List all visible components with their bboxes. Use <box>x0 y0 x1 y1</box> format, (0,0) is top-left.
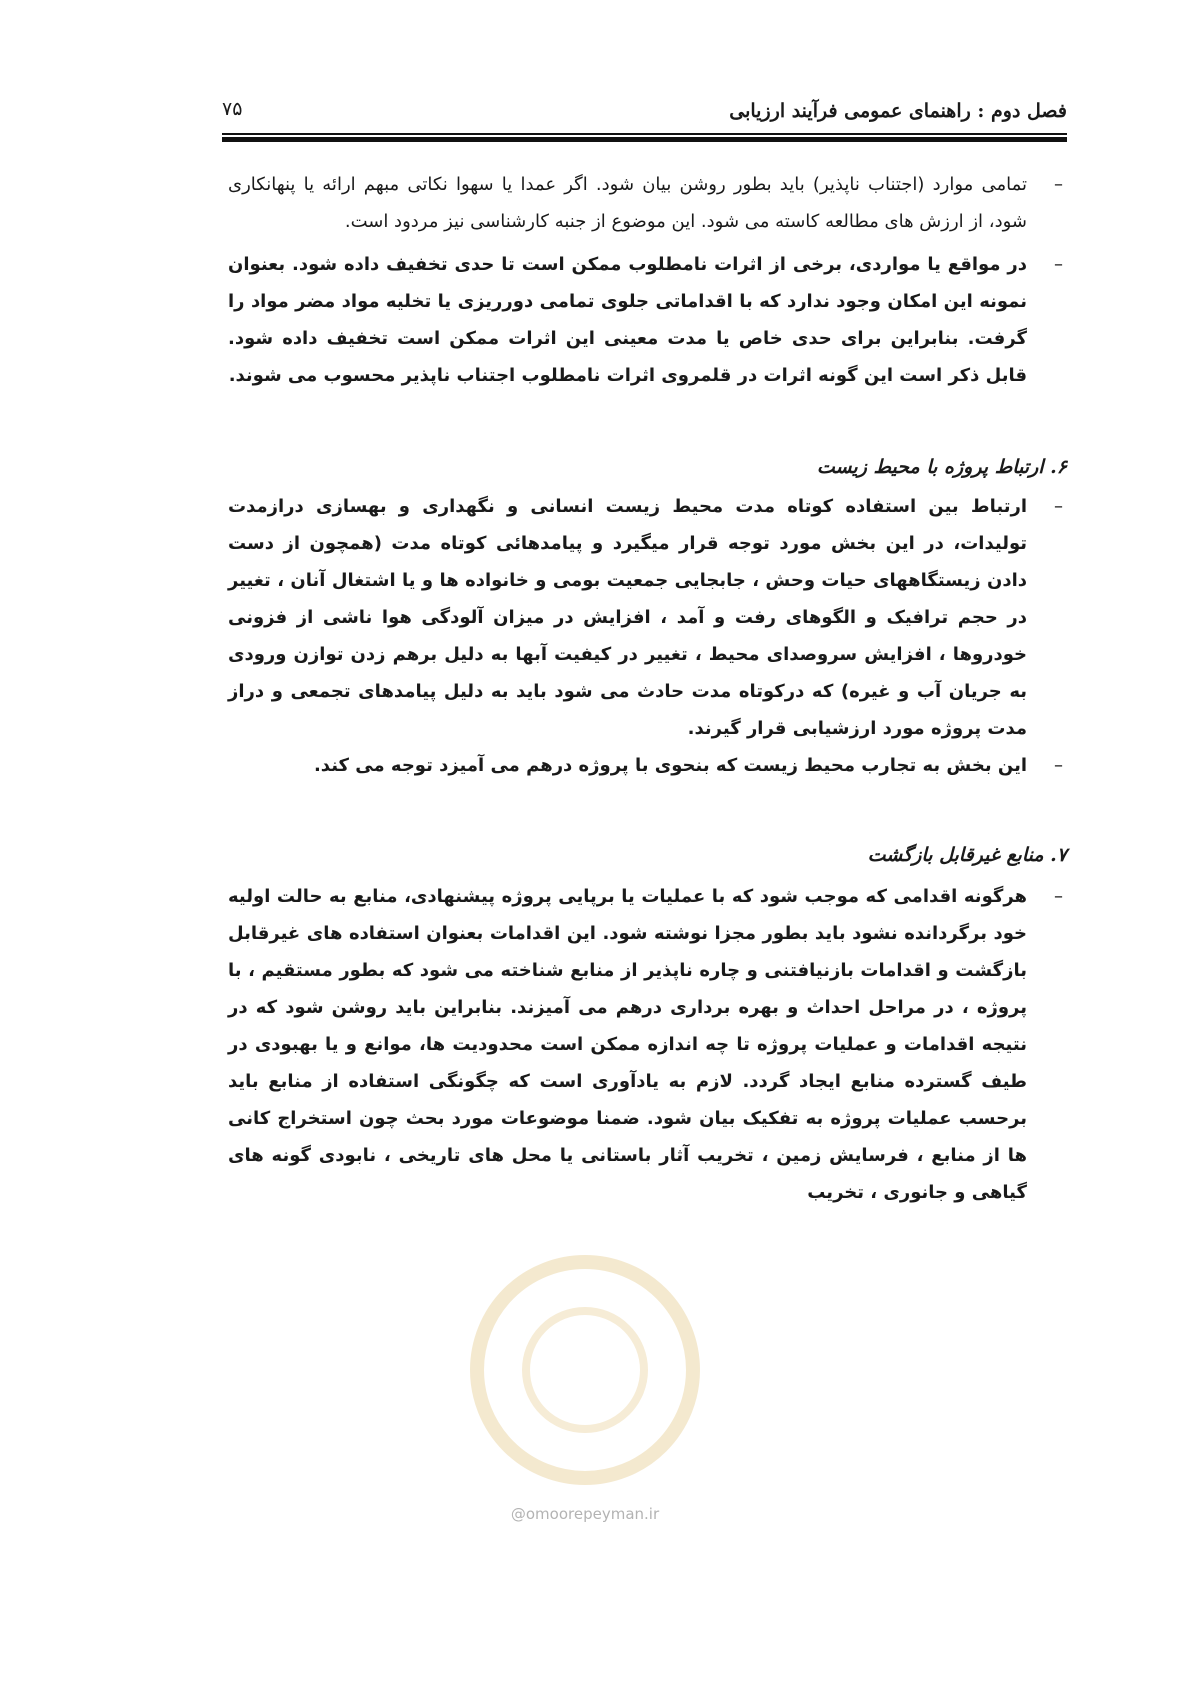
page-number: ۷۵ <box>222 98 243 120</box>
section-heading <box>228 452 1067 482</box>
bullet-text: در مواقع یا مواردی، برخی از اثرات نامطلوب ممکن است تا حدی تخفیف داده شود. بعنوان نمونه این امکان وجود ندارد که با اقداماتی جلوی تمامی دورریزی یا تخلیه مواد مضر مواد را گرفت. بنابراین برای حدی خاص یا مدت معینی این اثرات ممکن است تخفیف داده شود. قابل ذکر است این گونه اثرات در قلمروی اثرات نامطلوب اجتناب ناپذیر محسوب می شوند. <box>228 254 1027 386</box>
bullet-text: هرگونه اقدامی که موجب شود که با عملیات یا برپایی پروژه پیشنهادی، منابع به حالت اولیه خود برگردانده نشود باید بطور مجزا نوشته شود. این اقدامات بعنوان استفاده های غیرقابل بازگشت و اقدامات بازنیافتنی و چاره ناپذیر از منابع شناخته می شود که بطور مستقیم ، با پروژه ، در مراحل احداث و بهره برداری درهم می آمیزند. بنابراین باید روشن شود که در نتیجه اقدامات و عملیات پروژه تا چه اندازه ممکن است محدودیت ها، موانع و یا بهبودی در طیف گسترده منابع ایجاد گردد. لازم به یادآوری است که چگونگی استفاده از منابع باید برحسب عملیات پروژه به تفکیک بیان شود. ضمنا موضوعات مورد بحث چون استخراج کانی ها از منابع ، فرسایش زمین ، تخریب آثار باستانی یا محل های تاریخی ، نابودی گونه های گیاهی و جانوری ، تخریب <box>228 886 1027 1203</box>
bullet-text: ارتباط بین استفاده کوتاه مدت محیط زیست انسانی و نگهداری و بهسازی درازمدت تولیدات، در این بخش مورد توجه قرار میگیرد و پیامدهائی کوتاه مدت (همچون از دست دادن زیستگاههای حیات وحش ، جابجایی جمعیت بومی و خانواده ها و یا اشتغال آنان ، تغییر در حجم ترافیک و الگوهای رفت و آمد ، افزایش در میزان آلودگی هوا ناشی از فزونی خودروها ، افزایش سروصدای محیط ، تغییر در کیفیت آبها به دلیل برهم زدن توازن ورودی به جریان آب و غیره) که درکوتاه مدت حادث می شود باید به دلیل پیامدهای تجمعی و دراز مدت پروژه مورد ارزشیابی قرار گیرند. <box>228 496 1027 739</box>
bullet-text: این بخش به تجارب محیط زیست که بنحوی با پروژه درهم می آمیزد توجه می کند. <box>313 755 1027 776</box>
bullet-dash: – <box>1054 174 1063 195</box>
bullet-dash: – <box>1054 755 1063 776</box>
watermark-text: @omoorepeyman.ir <box>510 1505 660 1523</box>
bullet-dash: – <box>1054 254 1063 275</box>
section-heading <box>228 840 1067 870</box>
bullet-dash: – <box>1054 886 1063 907</box>
chapter-title: فصل دوم : راهنمای عمومی فرآیند ارزیابی <box>729 100 1067 122</box>
bullet-item <box>228 878 1067 1211</box>
bullet-item <box>228 246 1067 394</box>
bullet-dash: – <box>1054 496 1063 517</box>
section-heading-text: ۷. منابع غیرقابل بازگشت <box>867 844 1067 866</box>
body-text <box>228 166 1067 1211</box>
header-rule-thick <box>222 137 1067 142</box>
bullet-item <box>228 166 1067 240</box>
watermark-seal <box>470 1255 700 1485</box>
section-heading-text: ۶. ارتباط پروژه با محیط زیست <box>816 456 1067 478</box>
bullet-item <box>228 488 1067 747</box>
page-header <box>222 94 1067 130</box>
bullet-text: تمامی موارد (اجتناب ناپذیر) باید بطور روشن بیان شود. اگر عمدا یا سهوا نکاتی مبهم ارائه یا پنهانکاری شود، از ارزش های مطالعه کاسته می شود. این موضوع از جنبه کارشناسی نیز مردود است. <box>228 174 1027 232</box>
bullet-item <box>228 747 1067 784</box>
header-rule-thin <box>222 133 1067 135</box>
